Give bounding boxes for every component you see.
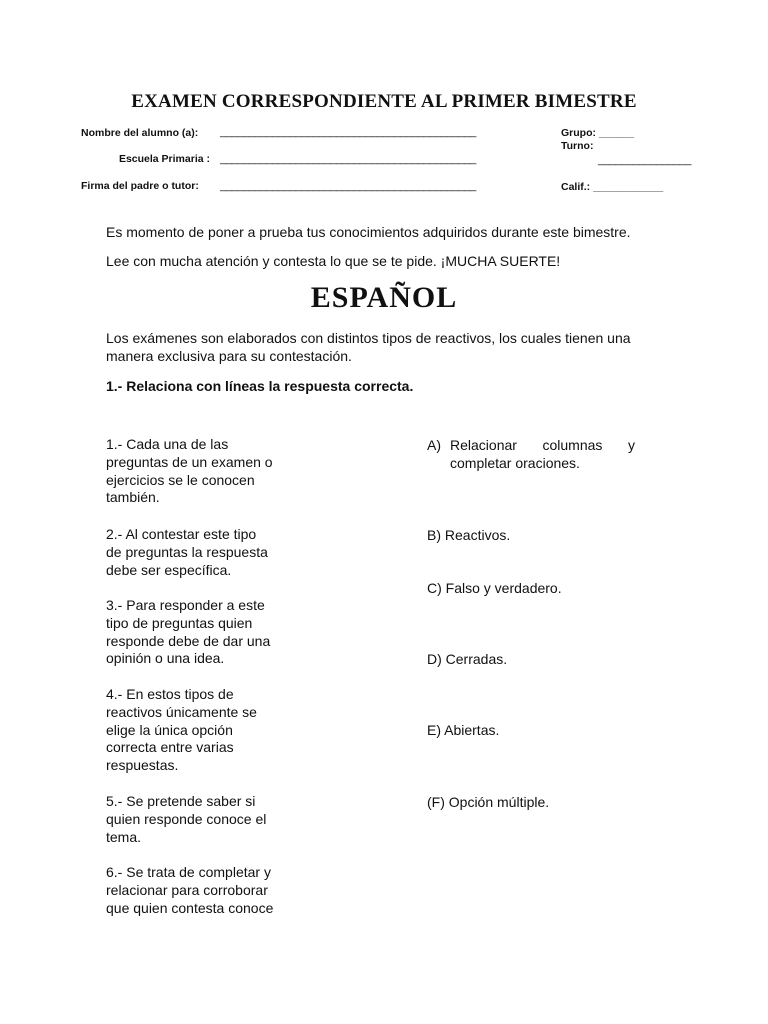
right-item-f: (F) Opción múltiple. [427, 794, 550, 810]
right-item-a-word: Relacionar [450, 437, 517, 453]
left-item-line: debe ser específica. [106, 561, 232, 578]
right-item-d: D) Cerradas. [427, 651, 508, 667]
right-item-a-word: y [627, 437, 635, 453]
subject-heading: ESPAÑOL [310, 281, 458, 314]
right-item-c: C) Falso y verdadero. [427, 580, 562, 596]
left-item-line: tema. [106, 828, 142, 845]
right-item-a-marker: A) [427, 437, 441, 453]
right-item-a-line-1 [450, 436, 635, 454]
left-item-line: 3.- Para responder a este [106, 597, 265, 613]
signature-label: Firma del padre o tutor: [81, 180, 199, 192]
left-item-line: también. [106, 489, 160, 506]
grade-label: Calif.: ____________ [561, 181, 664, 193]
left-item-line: respuestas. [106, 757, 179, 774]
left-item-line: ejercicios se le conocen [106, 471, 255, 488]
school-label: Escuela Primaria : [118, 153, 210, 165]
group-label: Grupo: ______ [561, 127, 634, 139]
left-item-line: quien responde conoce el [106, 810, 267, 827]
student-name-line: ____________________________________________ [220, 126, 476, 138]
left-item-line: elige la única opción [106, 721, 233, 738]
signature-line: ____________________________________________ [220, 180, 476, 192]
paragraph-line-2: manera exclusiva para su contestación. [106, 348, 352, 364]
left-item-1 [106, 436, 296, 507]
right-item-a-word: columnas [542, 437, 603, 453]
left-item-line: tipo de preguntas quien [106, 614, 253, 631]
left-item-line: 5.- Se pretende saber si [106, 793, 256, 809]
shift-line: ________________ [598, 154, 692, 166]
left-item-line: preguntas de un examen o [106, 453, 273, 470]
left-item-line: responde debe de dar una [106, 632, 271, 649]
paragraph-line-1: Los exámenes son elaborados con distintos tipos de reactivos, los cuales tienen una [106, 330, 631, 346]
school-line: ____________________________________________ [220, 153, 476, 165]
left-item-6 [106, 864, 296, 917]
left-item-3 [106, 597, 296, 668]
left-item-line: opinión o una idea. [106, 650, 225, 667]
left-item-line: relacionar para corroborar [106, 881, 268, 898]
intro-line-1: Es momento de poner a prueba tus conocimientos adquiridos durante este bimestre. [106, 224, 631, 240]
right-item-a-line-2: completar oraciones. [450, 455, 580, 471]
left-item-line: de preguntas la respuesta [106, 543, 268, 560]
right-item-e: E) Abiertas. [427, 722, 500, 738]
question-1-title: 1.- Relaciona con líneas la respuesta correcta. [106, 378, 414, 394]
student-name-label: Nombre del alumno (a): [81, 127, 199, 139]
left-item-4 [106, 686, 296, 775]
left-item-line: 2.- Al contestar este tipo [106, 526, 257, 542]
left-item-5 [106, 793, 296, 846]
intro-line-2: Lee con mucha atención y contesta lo que se te pide. ¡MUCHA SUERTE! [106, 253, 561, 269]
left-item-line: reactivos únicamente se [106, 703, 257, 720]
exam-title: EXAMEN CORRESPONDIENTE AL PRIMER BIMESTRE [131, 91, 637, 112]
shift-label: Turno: [561, 140, 594, 152]
left-item-line: 6.- Se trata de completar y [106, 864, 271, 880]
right-item-b: B) Reactivos. [427, 527, 511, 543]
left-item-line: que quien contesta conoce [106, 899, 274, 916]
left-item-line: correcta entre varias [106, 739, 234, 756]
left-item-2 [106, 526, 296, 579]
left-item-line: 1.- Cada una de las [106, 436, 229, 452]
left-item-line: 4.- En estos tipos de [106, 686, 234, 702]
